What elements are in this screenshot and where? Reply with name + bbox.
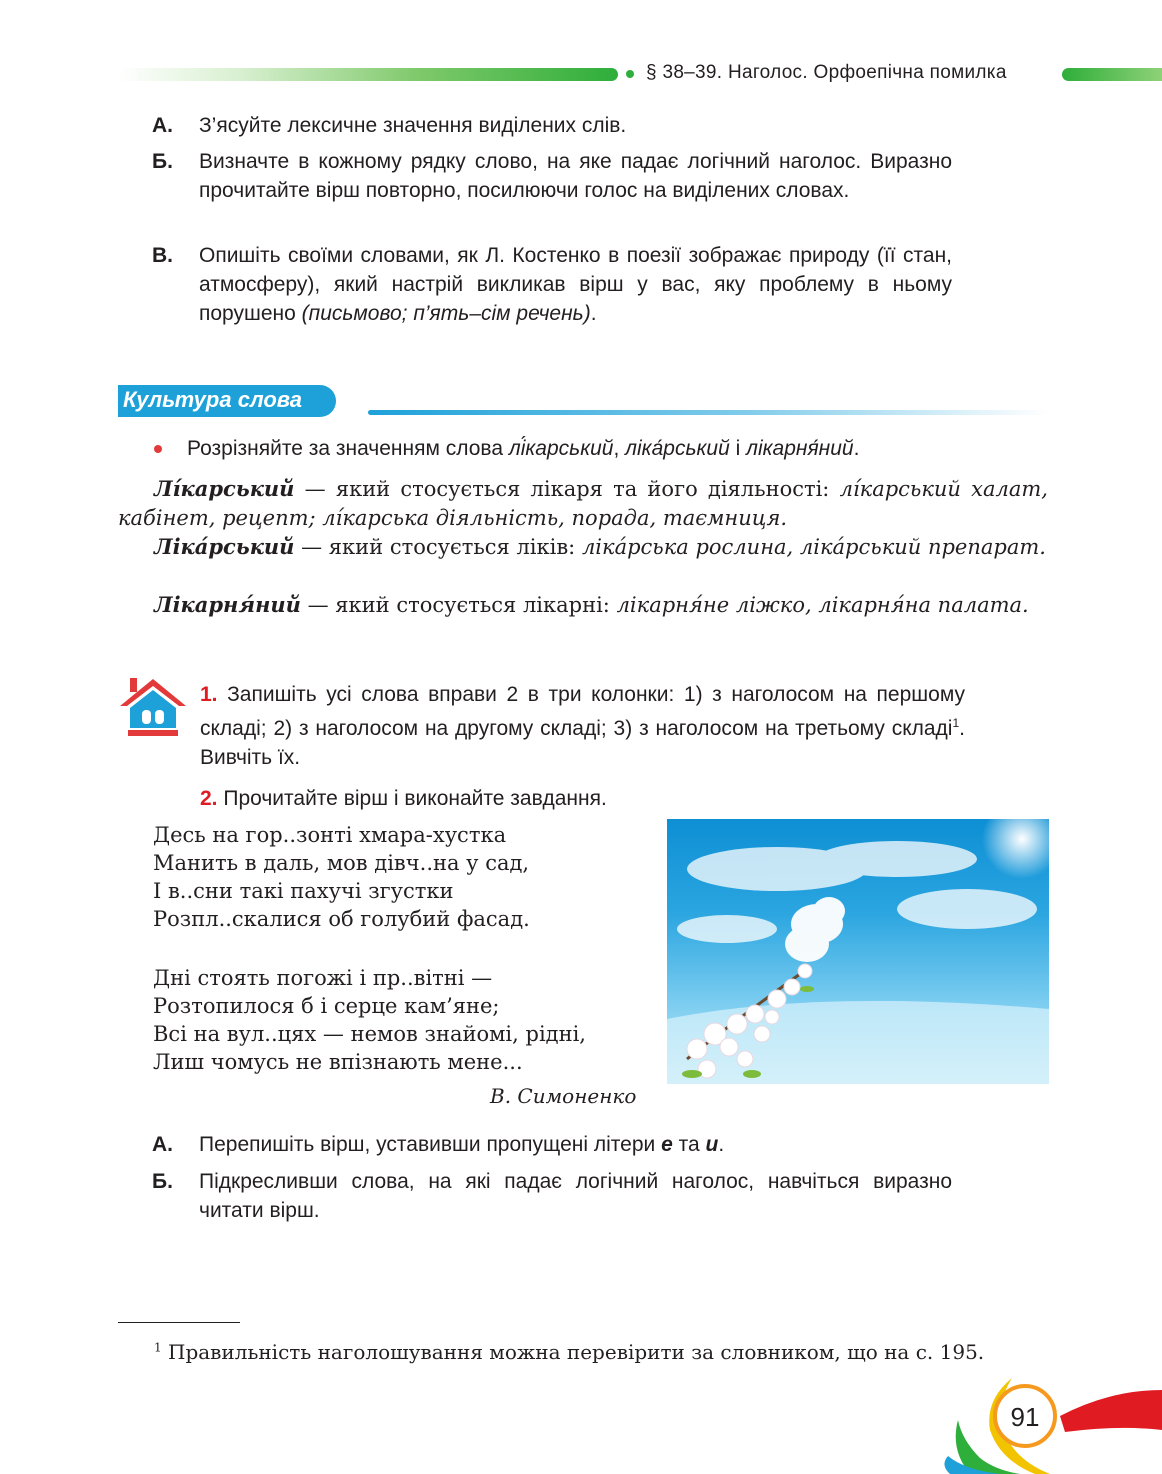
task-v: [152, 241, 952, 328]
page-number: 91: [1010, 1402, 1040, 1432]
homework-task: 1. Запишіть усі слова вправи 2 в три колонки: 1) з наголосом на першому складі; 2) з наголосом на другому складі; 3) з наголосом на третьому складі$^1$. Вивчіть їх.: [200, 683, 965, 769]
badge-divider: [368, 410, 1048, 415]
task-a: [152, 111, 952, 140]
poem-author: В. Симоненко: [490, 1084, 637, 1108]
task-letter: А.: [152, 114, 173, 137]
ex2-task-a: [152, 1130, 952, 1159]
task-text: Опишіть своїми словами, як Л. Костенко в поезії зображає природу (її стан, атмосферу), який настрій викликав вірш у вас, яку проблему в ньому порушено (письмово; п’ять–сім речень).: [199, 244, 952, 325]
poem-line: Розпл..скалися об голубий фасад.: [153, 907, 530, 931]
task-letter: Б.: [152, 150, 173, 173]
header-bar-right: [1062, 68, 1162, 81]
poem-line: Манить в даль, мов дівч..на у сад,: [153, 851, 530, 875]
poem-line: Дні стоять погожі і пр..вітні —: [153, 966, 493, 990]
task-b: [152, 147, 952, 205]
task-text: Підкресливши слова, на які падає логічний наголос, навчіться виразно читати вірш.: [199, 1170, 952, 1222]
task-text: З’ясуйте лексичне значення виділених слів.: [199, 114, 627, 137]
sky-blossom-illustration: [667, 819, 1049, 1084]
exercise-2-heading: 2. Прочитайте вірш і виконайте завдання.: [200, 787, 607, 810]
poem-line: Лиш чомусь не впізнають мене...: [153, 1050, 523, 1074]
poem-line: Розтопилося б і серце кам’яне;: [153, 994, 500, 1018]
ex2-task-b: [152, 1167, 952, 1225]
section-badge: Культура слова: [118, 385, 336, 417]
poem-line: Всі на вул..цях — немов знайомі, рідні,: [153, 1022, 586, 1046]
definition-3: Лікарня́ний — який стосується лікарні: лікарня́не ліжко, лікарня́на палата.: [154, 592, 1029, 617]
poem-line: Десь на гор..зонті хмара-хустка: [153, 823, 507, 847]
footnote: $^1$ Правильність наголошування можна перевірити за словником, що на с. 195.: [154, 1340, 985, 1364]
task-text: Визначте в кожному рядку слово, на яке падає логічний наголос. Виразно прочитайте вірш повторно, посилюючи голос на виділених словах.: [199, 150, 952, 202]
definition-1: Лі́карський — який стосується лікаря та його діяльності: лі́карський халат, кабінет, рецепт; лі́карська діяльність, порада, таємниця.: [118, 476, 1048, 530]
poem-line: І в..сни такі пахучі згустки: [153, 879, 454, 903]
footnote-rule: [118, 1322, 240, 1323]
house-icon: [118, 676, 188, 738]
task-letter: Б.: [152, 1170, 173, 1193]
poem-stanza-2: [153, 964, 586, 1076]
poem-stanza-1: [153, 821, 530, 933]
header-bullet: [626, 70, 634, 78]
header-bar-left: [118, 68, 618, 81]
bullet-icon: [154, 445, 162, 453]
section-title: § 38–39. Наголос. Орфоепічна помилка: [646, 62, 1007, 83]
culture-bullet-text: Розрізняйте за значенням слова лі́карський, ліка́рський і лікарня́ний.: [187, 437, 860, 460]
page-number-ornament: [940, 1370, 1162, 1474]
task-letter: А.: [152, 1133, 173, 1156]
task-text: Перепишіть вірш, уставивши пропущені літери е та и.: [199, 1133, 725, 1156]
definition-2: Ліка́рський — який стосується ліків: ліка́рська рослина, ліка́рський препарат.: [154, 534, 1046, 559]
task-letter: В.: [152, 244, 173, 267]
